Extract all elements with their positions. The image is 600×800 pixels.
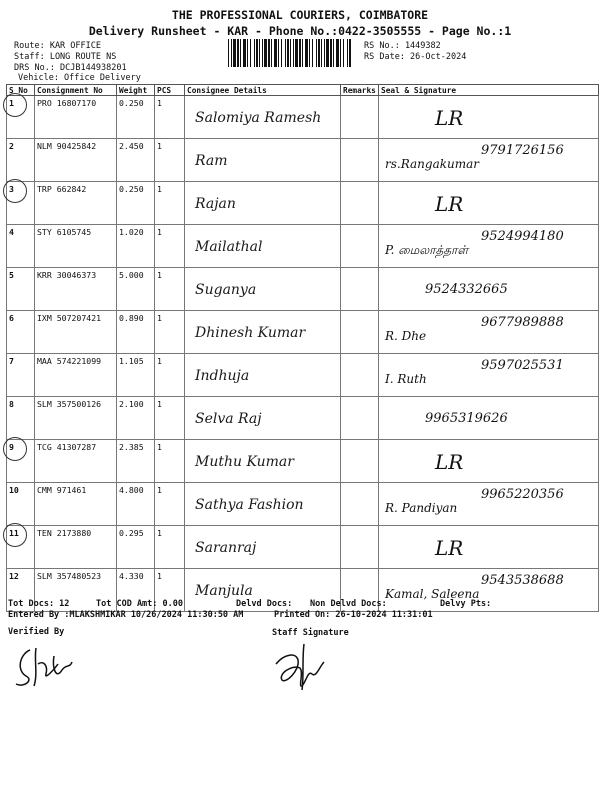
- row-consignment-no: PRO 16807170: [37, 98, 97, 108]
- row-weight: 2.385: [119, 442, 144, 452]
- staff-label: Staff: LONG ROUTE NS: [14, 52, 117, 62]
- row-remarks: [341, 182, 379, 225]
- row-sno: 1: [9, 98, 14, 108]
- table-row: [7, 354, 599, 397]
- col-pcs: PCS: [155, 85, 185, 96]
- row-consignment-no: KRR 30046373: [37, 270, 97, 280]
- consignee-name: Manjula: [195, 583, 253, 599]
- document-title: THE PROFESSIONAL COURIERS, COIMBATORE: [171, 8, 429, 22]
- row-pcs: 1: [157, 141, 162, 151]
- row-sno: 9: [9, 442, 14, 452]
- row-pcs: 1: [157, 227, 162, 237]
- consignee-name: Dhinesh Kumar: [195, 325, 306, 341]
- staff-signature-label: Staff Signature: [272, 628, 349, 638]
- row-weight: 4.330: [119, 571, 144, 581]
- seal-signature: [385, 442, 595, 480]
- drs-number: DRS No.: DCJB144938201: [14, 63, 127, 73]
- row-sno: 12: [9, 571, 19, 581]
- consignee-name: Ram: [195, 153, 228, 169]
- barcode-icon: [228, 39, 352, 67]
- row-weight: 0.250: [119, 184, 144, 194]
- seal-signature: [385, 356, 595, 394]
- receiver-phone: 9965220356: [481, 487, 564, 502]
- row-consignment-no: TEN 2173880: [37, 528, 92, 538]
- consignee-name: Salomiya Ramesh: [195, 110, 322, 126]
- col-seal-signature: Seal & Signature: [379, 85, 599, 96]
- row-sno: 10: [9, 485, 19, 495]
- staff-signature-icon: [268, 640, 338, 692]
- delivery-points: Delvy Pts:: [440, 599, 492, 609]
- row-sno: 8: [9, 399, 14, 409]
- seal-signature: [385, 270, 595, 308]
- signature-text: LR: [435, 192, 464, 216]
- row-consignment-no: SLM 357480523: [37, 571, 102, 581]
- row-consignment-no: SLM 357500126: [37, 399, 102, 409]
- row-weight: 2.100: [119, 399, 144, 409]
- col-remarks: Remarks: [341, 85, 379, 96]
- consignee-name: Indhuja: [195, 368, 250, 384]
- table-row: [7, 182, 599, 225]
- row-sno: 7: [9, 356, 14, 366]
- row-consignment-no: TCG 41307287: [37, 442, 97, 452]
- consignee-name: Muthu Kumar: [195, 454, 294, 470]
- row-pcs: 1: [157, 485, 162, 495]
- row-pcs: 1: [157, 356, 162, 366]
- row-pcs: 1: [157, 442, 162, 452]
- signature-text: P. மைலாத்தாள்: [385, 243, 469, 257]
- seal-signature: [385, 184, 595, 222]
- row-weight: 1.020: [119, 227, 144, 237]
- circle-mark-icon: [3, 523, 27, 547]
- row-consignment-no: MAA 574221099: [37, 356, 102, 366]
- row-pcs: 1: [157, 313, 162, 323]
- row-pcs: 1: [157, 528, 162, 538]
- runsheet-table: [6, 84, 599, 612]
- circle-mark-icon: [3, 93, 27, 117]
- row-remarks: [341, 96, 379, 139]
- receiver-phone: 9524994180: [481, 229, 564, 244]
- signature-text: R. Dhe: [385, 329, 427, 343]
- col-sno: S No: [7, 85, 35, 96]
- delivered-docs: Delvd Docs:: [236, 599, 293, 609]
- non-delivered-docs: Non Delvd Docs:: [310, 599, 387, 609]
- row-remarks: [341, 354, 379, 397]
- document-subtitle: Delivery Runsheet - KAR - Phone No.:0422-3505555 - Page No.:1: [88, 24, 512, 38]
- table-row: [7, 225, 599, 268]
- row-weight: 1.105: [119, 356, 144, 366]
- row-remarks: [341, 483, 379, 526]
- vehicle-label: Vehicle: Office Delivery: [18, 73, 141, 83]
- table-row: [7, 139, 599, 182]
- table-header-row: [7, 85, 599, 96]
- route-label: Route: KAR OFFICE: [14, 41, 101, 51]
- consignee-name: Rajan: [195, 196, 236, 212]
- row-weight: 5.000: [119, 270, 144, 280]
- row-sno: 4: [9, 227, 14, 237]
- rs-number: RS No.: 1449382: [364, 41, 441, 51]
- seal-signature: [385, 98, 595, 136]
- consignee-name: Suganya: [195, 282, 257, 298]
- seal-signature: [385, 227, 595, 265]
- consignee-name: Mailathal: [195, 239, 263, 255]
- row-pcs: 1: [157, 184, 162, 194]
- consignee-name: Selva Raj: [195, 411, 262, 427]
- row-remarks: [341, 397, 379, 440]
- receiver-phone: 9597025531: [481, 358, 564, 373]
- row-remarks: [341, 526, 379, 569]
- seal-signature: [385, 528, 595, 566]
- col-consignment: Consignment No: [35, 85, 117, 96]
- row-pcs: 1: [157, 270, 162, 280]
- row-remarks: [341, 440, 379, 483]
- col-weight: Weight: [117, 85, 155, 96]
- verified-by-label: Verified By: [8, 627, 65, 637]
- row-pcs: 1: [157, 98, 162, 108]
- row-sno: 6: [9, 313, 14, 323]
- table-row: [7, 311, 599, 354]
- signature-text: LR: [435, 450, 464, 474]
- receiver-phone: 9791726156: [481, 143, 564, 158]
- row-remarks: [341, 268, 379, 311]
- table-row: [7, 440, 599, 483]
- row-sno: 3: [9, 184, 14, 194]
- seal-signature: [385, 399, 595, 437]
- row-weight: 0.295: [119, 528, 144, 538]
- seal-signature: [385, 141, 595, 179]
- receiver-phone: 9543538688: [481, 573, 564, 588]
- row-sno: 5: [9, 270, 14, 280]
- total-docs: Tot Docs: 12: [8, 599, 70, 609]
- signature-text: LR: [435, 536, 464, 560]
- verifier-signature-icon: [10, 640, 90, 690]
- row-pcs: 1: [157, 399, 162, 409]
- row-weight: 0.890: [119, 313, 144, 323]
- entered-by: Entered By :MLAKSHMIKAR 10/26/2024 11:30:50 AM: [8, 610, 244, 620]
- signature-text: LR: [435, 106, 464, 130]
- row-consignment-no: TRP 662842: [37, 184, 87, 194]
- table-row: [7, 483, 599, 526]
- row-pcs: 1: [157, 571, 162, 581]
- table-row: [7, 96, 599, 139]
- row-consignment-no: NLM 90425842: [37, 141, 97, 151]
- table-row: [7, 268, 599, 311]
- signature-text: rs.Rangakumar: [385, 157, 480, 171]
- seal-signature: [385, 485, 595, 523]
- signature-text: R. Pandiyan: [385, 501, 458, 515]
- consignee-name: Saranraj: [195, 540, 257, 556]
- row-sno: 2: [9, 141, 14, 151]
- receiver-phone: 9524332665: [425, 282, 508, 297]
- signature-text: I. Ruth: [385, 372, 427, 386]
- row-remarks: [341, 225, 379, 268]
- row-weight: 4.800: [119, 485, 144, 495]
- table-row: [7, 526, 599, 569]
- row-consignment-no: STY 6105745: [37, 227, 92, 237]
- table-row: [7, 397, 599, 440]
- row-weight: 0.250: [119, 98, 144, 108]
- circle-mark-icon: [3, 437, 27, 461]
- row-remarks: [341, 311, 379, 354]
- consignee-name: Sathya Fashion: [195, 497, 304, 513]
- circle-mark-icon: [3, 179, 27, 203]
- printed-on: Printed On: 26-10-2024 11:31:01: [274, 610, 433, 620]
- row-sno: 11: [9, 528, 19, 538]
- receiver-phone: 9965319626: [425, 411, 508, 426]
- row-consignment-no: CMM 971461: [37, 485, 87, 495]
- signature-text: Kamal, Saleena: [385, 587, 480, 601]
- row-consignment-no: IXM 507207421: [37, 313, 102, 323]
- col-consignee: Consignee Details: [185, 85, 341, 96]
- row-weight: 2.450: [119, 141, 144, 151]
- receiver-phone: 9677989888: [481, 315, 564, 330]
- row-remarks: [341, 139, 379, 182]
- total-cod-amount: Tot COD Amt: 0.00: [96, 599, 183, 609]
- seal-signature: [385, 313, 595, 351]
- rs-date: RS Date: 26-Oct-2024: [364, 52, 467, 62]
